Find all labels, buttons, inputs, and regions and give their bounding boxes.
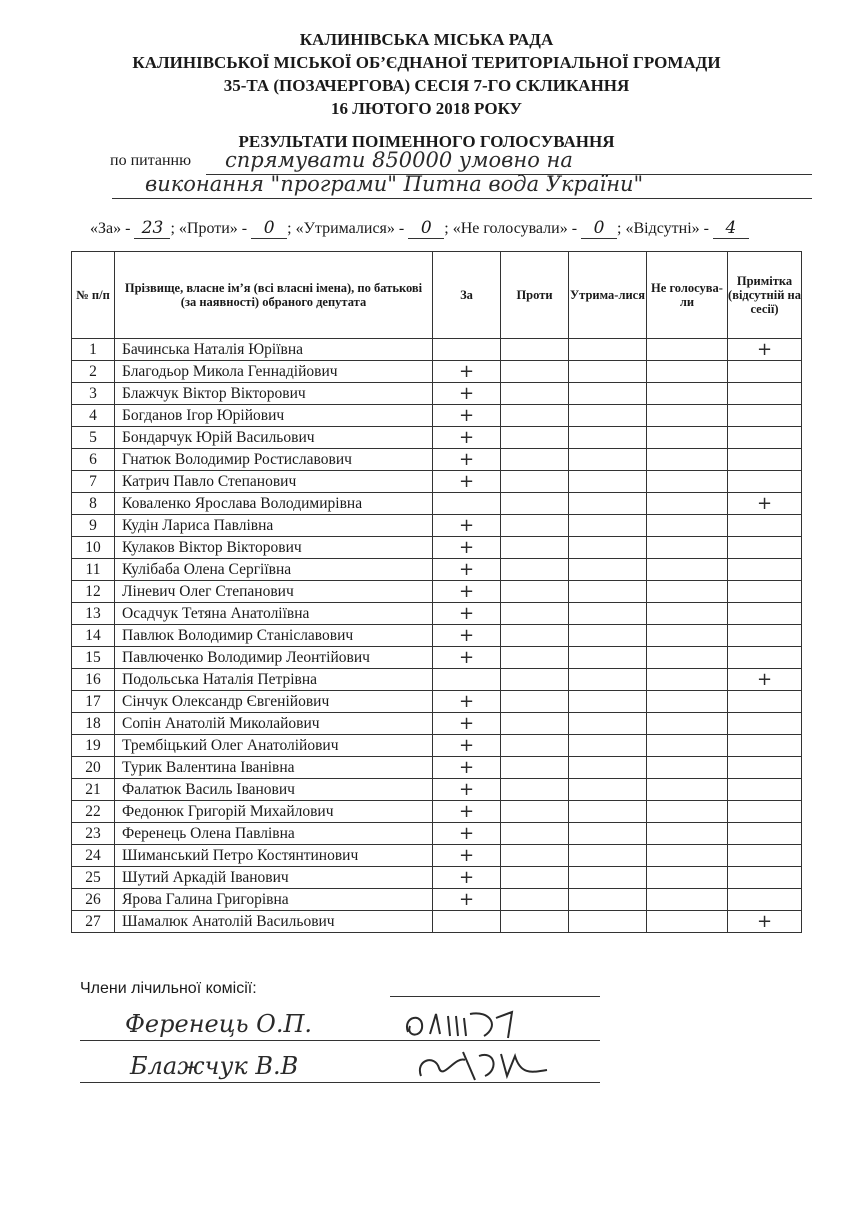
header-ne: Не голосува-ли <box>647 252 728 339</box>
deputy-name: Бачинська Наталія Юріївна <box>115 339 433 361</box>
table-row <box>72 867 802 889</box>
council-name: КАЛИНІВСЬКА МІСЬКА РАДА <box>299 30 554 49</box>
vote-utrym-cell <box>569 889 647 911</box>
absent-mark <box>728 647 802 669</box>
vote-utrym-cell <box>569 493 647 515</box>
table-header-row <box>72 252 802 339</box>
header-za: За <box>433 252 501 339</box>
deputy-name: Павлюк Володимир Станіславович <box>115 625 433 647</box>
row-number: 26 <box>72 889 115 911</box>
commission-label: Члени лічильної комісії: <box>80 980 257 997</box>
absent-mark <box>728 449 802 471</box>
vote-ne-cell <box>647 691 728 713</box>
vote-ne-cell <box>647 911 728 933</box>
vote-ne-cell <box>647 713 728 735</box>
vote-proty-cell <box>501 559 569 581</box>
vote-ne-cell <box>647 867 728 889</box>
vote-za-mark: + <box>433 515 501 537</box>
row-number: 24 <box>72 845 115 867</box>
vote-utrym-cell <box>569 823 647 845</box>
row-number: 20 <box>72 757 115 779</box>
vote-za-mark: + <box>433 801 501 823</box>
absent-mark <box>728 383 802 405</box>
absent-mark <box>728 581 802 603</box>
vote-ne-cell <box>647 823 728 845</box>
row-number: 5 <box>72 427 115 449</box>
vote-ne-cell <box>647 427 728 449</box>
absent-mark <box>728 735 802 757</box>
vote-summary <box>90 218 749 239</box>
table-row <box>72 713 802 735</box>
deputy-name: Шиманський Петро Костянтинович <box>115 845 433 867</box>
deputy-name: Кудін Лариса Павлівна <box>115 515 433 537</box>
deputy-name: Ференець Олена Павлівна <box>115 823 433 845</box>
vote-ne-cell <box>647 537 728 559</box>
absent-mark <box>728 779 802 801</box>
vote-za-mark: + <box>433 361 501 383</box>
za-label: «За» - <box>90 220 131 237</box>
vote-ne-cell <box>647 339 728 361</box>
utrym-label: ; «Утрималися» - <box>287 220 405 237</box>
table-row <box>72 405 802 427</box>
row-number: 25 <box>72 867 115 889</box>
table-row <box>72 669 802 691</box>
deputy-name: Ярова Галина Григорівна <box>115 889 433 911</box>
absent-mark <box>728 691 802 713</box>
deputy-name: Кулібаба Олена Сергіївна <box>115 559 433 581</box>
absent-mark: + <box>728 669 802 691</box>
row-number: 9 <box>72 515 115 537</box>
vote-za-mark <box>433 493 501 515</box>
vote-proty-cell <box>501 691 569 713</box>
deputy-name: Благодьор Микола Геннадійович <box>115 361 433 383</box>
vote-proty-cell <box>501 713 569 735</box>
ne-label: ; «Не голосували» - <box>444 220 578 237</box>
vote-za-mark: + <box>433 625 501 647</box>
vote-utrym-cell <box>569 581 647 603</box>
za-count: 23 <box>134 218 170 239</box>
absent-mark <box>728 867 802 889</box>
vote-ne-cell <box>647 889 728 911</box>
proty-label: ; «Проти» - <box>170 220 248 237</box>
document-title: РЕЗУЛЬТАТИ ПОІМЕННОГО ГОЛОСУВАННЯ <box>238 132 615 151</box>
vote-za-mark: + <box>433 823 501 845</box>
vote-ne-cell <box>647 647 728 669</box>
vote-utrym-cell <box>569 867 647 889</box>
commission-line-0 <box>390 996 600 997</box>
table-row <box>72 889 802 911</box>
table-row <box>72 559 802 581</box>
vote-za-mark: + <box>433 889 501 911</box>
vote-za-mark: + <box>433 427 501 449</box>
vote-za-mark: + <box>433 537 501 559</box>
row-number: 6 <box>72 449 115 471</box>
row-number: 12 <box>72 581 115 603</box>
vote-ne-cell <box>647 757 728 779</box>
utrym-count: 0 <box>408 218 444 239</box>
vote-utrym-cell <box>569 801 647 823</box>
deputy-name: Осадчук Тетяна Анатоліївна <box>115 603 433 625</box>
vote-ne-cell <box>647 669 728 691</box>
vids-label: ; «Відсутні» - <box>617 220 709 237</box>
vote-ne-cell <box>647 471 728 493</box>
absent-mark <box>728 889 802 911</box>
table-row <box>72 493 802 515</box>
vote-utrym-cell <box>569 339 647 361</box>
vote-za-mark: + <box>433 735 501 757</box>
absent-mark <box>728 713 802 735</box>
vote-proty-cell <box>501 515 569 537</box>
absent-mark <box>728 757 802 779</box>
vote-proty-cell <box>501 735 569 757</box>
row-number: 23 <box>72 823 115 845</box>
table-row <box>72 911 802 933</box>
vote-proty-cell <box>501 537 569 559</box>
row-number: 15 <box>72 647 115 669</box>
table-row <box>72 603 802 625</box>
absent-mark <box>728 625 802 647</box>
absent-mark: + <box>728 911 802 933</box>
header-proty: Проти <box>501 252 569 339</box>
vote-ne-cell <box>647 405 728 427</box>
vids-count: 4 <box>713 218 749 239</box>
deputy-name: Сінчук Олександр Євгенійович <box>115 691 433 713</box>
deputy-name: Гнатюк Володимир Ростиславович <box>115 449 433 471</box>
session-name: 35-ТА (ПОЗАЧЕРГОВА) СЕСІЯ 7-ГО СКЛИКАННЯ <box>223 76 630 95</box>
table-row <box>72 471 802 493</box>
deputy-name: Катрич Павло Степанович <box>115 471 433 493</box>
absent-mark <box>728 405 802 427</box>
table-row <box>72 691 802 713</box>
vote-utrym-cell <box>569 361 647 383</box>
vote-ne-cell <box>647 603 728 625</box>
vote-utrym-cell <box>569 405 647 427</box>
vote-proty-cell <box>501 779 569 801</box>
row-number: 27 <box>72 911 115 933</box>
deputy-name: Фалатюк Василь Іванович <box>115 779 433 801</box>
absent-mark: + <box>728 493 802 515</box>
vote-za-mark: + <box>433 603 501 625</box>
deputy-name: Павлюченко Володимир Леонтійович <box>115 647 433 669</box>
vote-utrym-cell <box>569 911 647 933</box>
ne-count: 0 <box>581 218 617 239</box>
header-utrym: Утрима-лися <box>569 252 647 339</box>
absent-mark <box>728 427 802 449</box>
vote-za-mark: + <box>433 757 501 779</box>
vote-utrym-cell <box>569 713 647 735</box>
vote-ne-cell <box>647 801 728 823</box>
table-row <box>72 823 802 845</box>
deputy-name: Богданов Ігор Юрійович <box>115 405 433 427</box>
row-number: 2 <box>72 361 115 383</box>
table-row <box>72 383 802 405</box>
table-row <box>72 845 802 867</box>
row-number: 19 <box>72 735 115 757</box>
vote-proty-cell <box>501 647 569 669</box>
vote-utrym-cell <box>569 691 647 713</box>
vote-proty-cell <box>501 471 569 493</box>
table-row <box>72 779 802 801</box>
row-number: 16 <box>72 669 115 691</box>
vote-proty-cell <box>501 801 569 823</box>
table-row <box>72 581 802 603</box>
vote-za-mark: + <box>433 867 501 889</box>
vote-za-mark: + <box>433 845 501 867</box>
deputy-name: Трембіцький Олег Анатолійович <box>115 735 433 757</box>
signature-2 <box>415 1046 555 1086</box>
vote-za-mark: + <box>433 471 501 493</box>
row-number: 22 <box>72 801 115 823</box>
header-name: Прізвище, власне ім’я (всі власні імена), по батькові (за наявності) обраного депутата <box>115 252 433 339</box>
row-number: 21 <box>72 779 115 801</box>
vote-proty-cell <box>501 339 569 361</box>
vote-proty-cell <box>501 757 569 779</box>
topic-handwritten-1: спрямувати 850000 умовно на <box>225 148 573 172</box>
row-number: 10 <box>72 537 115 559</box>
deputy-name: Шамалюк Анатолій Васильович <box>115 911 433 933</box>
table-row <box>72 757 802 779</box>
vote-za-mark: + <box>433 581 501 603</box>
row-number: 4 <box>72 405 115 427</box>
row-number: 13 <box>72 603 115 625</box>
vote-ne-cell <box>647 493 728 515</box>
deputy-name: Ліневич Олег Степанович <box>115 581 433 603</box>
vote-proty-cell <box>501 383 569 405</box>
row-number: 18 <box>72 713 115 735</box>
deputy-name: Бондарчук Юрій Васильович <box>115 427 433 449</box>
deputy-name: Блажчук Віктор Вікторович <box>115 383 433 405</box>
row-number: 14 <box>72 625 115 647</box>
vote-proty-cell <box>501 493 569 515</box>
vote-proty-cell <box>501 845 569 867</box>
vote-za-mark: + <box>433 647 501 669</box>
vote-za-mark: + <box>433 449 501 471</box>
vote-ne-cell <box>647 449 728 471</box>
topic-label: по питанню <box>110 152 192 169</box>
table-row <box>72 427 802 449</box>
row-number: 8 <box>72 493 115 515</box>
vote-utrym-cell <box>569 515 647 537</box>
vote-ne-cell <box>647 581 728 603</box>
document-header <box>0 28 853 120</box>
deputy-name: Федонюк Григорій Михайлович <box>115 801 433 823</box>
commission-member-1: Ференець О.П. <box>125 1010 313 1038</box>
vote-proty-cell <box>501 911 569 933</box>
vote-ne-cell <box>647 559 728 581</box>
row-number: 7 <box>72 471 115 493</box>
vote-ne-cell <box>647 383 728 405</box>
table-row <box>72 449 802 471</box>
vote-proty-cell <box>501 867 569 889</box>
absent-mark <box>728 603 802 625</box>
vote-ne-cell <box>647 515 728 537</box>
deputy-name: Сопін Анатолій Миколайович <box>115 713 433 735</box>
table-row <box>72 361 802 383</box>
vote-utrym-cell <box>569 647 647 669</box>
proty-count: 0 <box>251 218 287 239</box>
absent-mark: + <box>728 339 802 361</box>
table-row <box>72 515 802 537</box>
vote-ne-cell <box>647 735 728 757</box>
signature-1 <box>400 1006 530 1042</box>
vote-utrym-cell <box>569 735 647 757</box>
commission-member-2: Блажчук В.В <box>130 1052 299 1080</box>
vote-ne-cell <box>647 779 728 801</box>
deputy-name: Коваленко Ярослава Володимирівна <box>115 493 433 515</box>
absent-mark <box>728 801 802 823</box>
vote-proty-cell <box>501 603 569 625</box>
table-row <box>72 735 802 757</box>
vote-za-mark <box>433 669 501 691</box>
absent-mark <box>728 537 802 559</box>
vote-utrym-cell <box>569 559 647 581</box>
row-number: 1 <box>72 339 115 361</box>
table-row <box>72 625 802 647</box>
vote-za-mark <box>433 339 501 361</box>
vote-proty-cell <box>501 625 569 647</box>
absent-mark <box>728 845 802 867</box>
table-row <box>72 647 802 669</box>
vote-table <box>71 251 802 933</box>
session-date: 16 ЛЮТОГО 2018 РОКУ <box>330 99 523 118</box>
deputy-name: Шутий Аркадій Іванович <box>115 867 433 889</box>
vote-proty-cell <box>501 427 569 449</box>
deputy-name: Подольська Наталія Петрівна <box>115 669 433 691</box>
row-number: 3 <box>72 383 115 405</box>
topic-underline-2 <box>112 198 812 199</box>
vote-proty-cell <box>501 823 569 845</box>
vote-ne-cell <box>647 625 728 647</box>
vote-utrym-cell <box>569 471 647 493</box>
vote-za-mark: + <box>433 405 501 427</box>
absent-mark <box>728 361 802 383</box>
vote-utrym-cell <box>569 427 647 449</box>
vote-za-mark: + <box>433 713 501 735</box>
absent-mark <box>728 515 802 537</box>
vote-proty-cell <box>501 889 569 911</box>
topic-handwritten-2: виконання "програми" Питна вода України" <box>145 172 644 196</box>
vote-proty-cell <box>501 449 569 471</box>
header-note: Примітка (відсутній на сесії) <box>728 252 802 339</box>
vote-proty-cell <box>501 361 569 383</box>
vote-utrym-cell <box>569 625 647 647</box>
absent-mark <box>728 559 802 581</box>
table-row <box>72 537 802 559</box>
row-number: 17 <box>72 691 115 713</box>
vote-proty-cell <box>501 405 569 427</box>
vote-proty-cell <box>501 581 569 603</box>
absent-mark <box>728 823 802 845</box>
vote-ne-cell <box>647 845 728 867</box>
row-number: 11 <box>72 559 115 581</box>
vote-utrym-cell <box>569 383 647 405</box>
vote-utrym-cell <box>569 603 647 625</box>
table-row <box>72 339 802 361</box>
vote-za-mark: + <box>433 779 501 801</box>
community-name: КАЛИНІВСЬКОЇ МІСЬКОЇ ОБ’ЄДНАНОЇ ТЕРИТОРІАЛЬНОЇ ГРОМАДИ <box>132 53 721 72</box>
vote-utrym-cell <box>569 537 647 559</box>
vote-utrym-cell <box>569 845 647 867</box>
vote-za-mark: + <box>433 559 501 581</box>
vote-ne-cell <box>647 361 728 383</box>
absent-mark <box>728 471 802 493</box>
vote-za-mark <box>433 911 501 933</box>
vote-za-mark: + <box>433 691 501 713</box>
vote-utrym-cell <box>569 757 647 779</box>
deputy-name: Турик Валентина Іванівна <box>115 757 433 779</box>
vote-proty-cell <box>501 669 569 691</box>
header-num: № п/п <box>72 252 115 339</box>
vote-utrym-cell <box>569 669 647 691</box>
deputy-name: Кулаков Віктор Вікторович <box>115 537 433 559</box>
table-row <box>72 801 802 823</box>
vote-utrym-cell <box>569 779 647 801</box>
vote-za-mark: + <box>433 383 501 405</box>
vote-utrym-cell <box>569 449 647 471</box>
